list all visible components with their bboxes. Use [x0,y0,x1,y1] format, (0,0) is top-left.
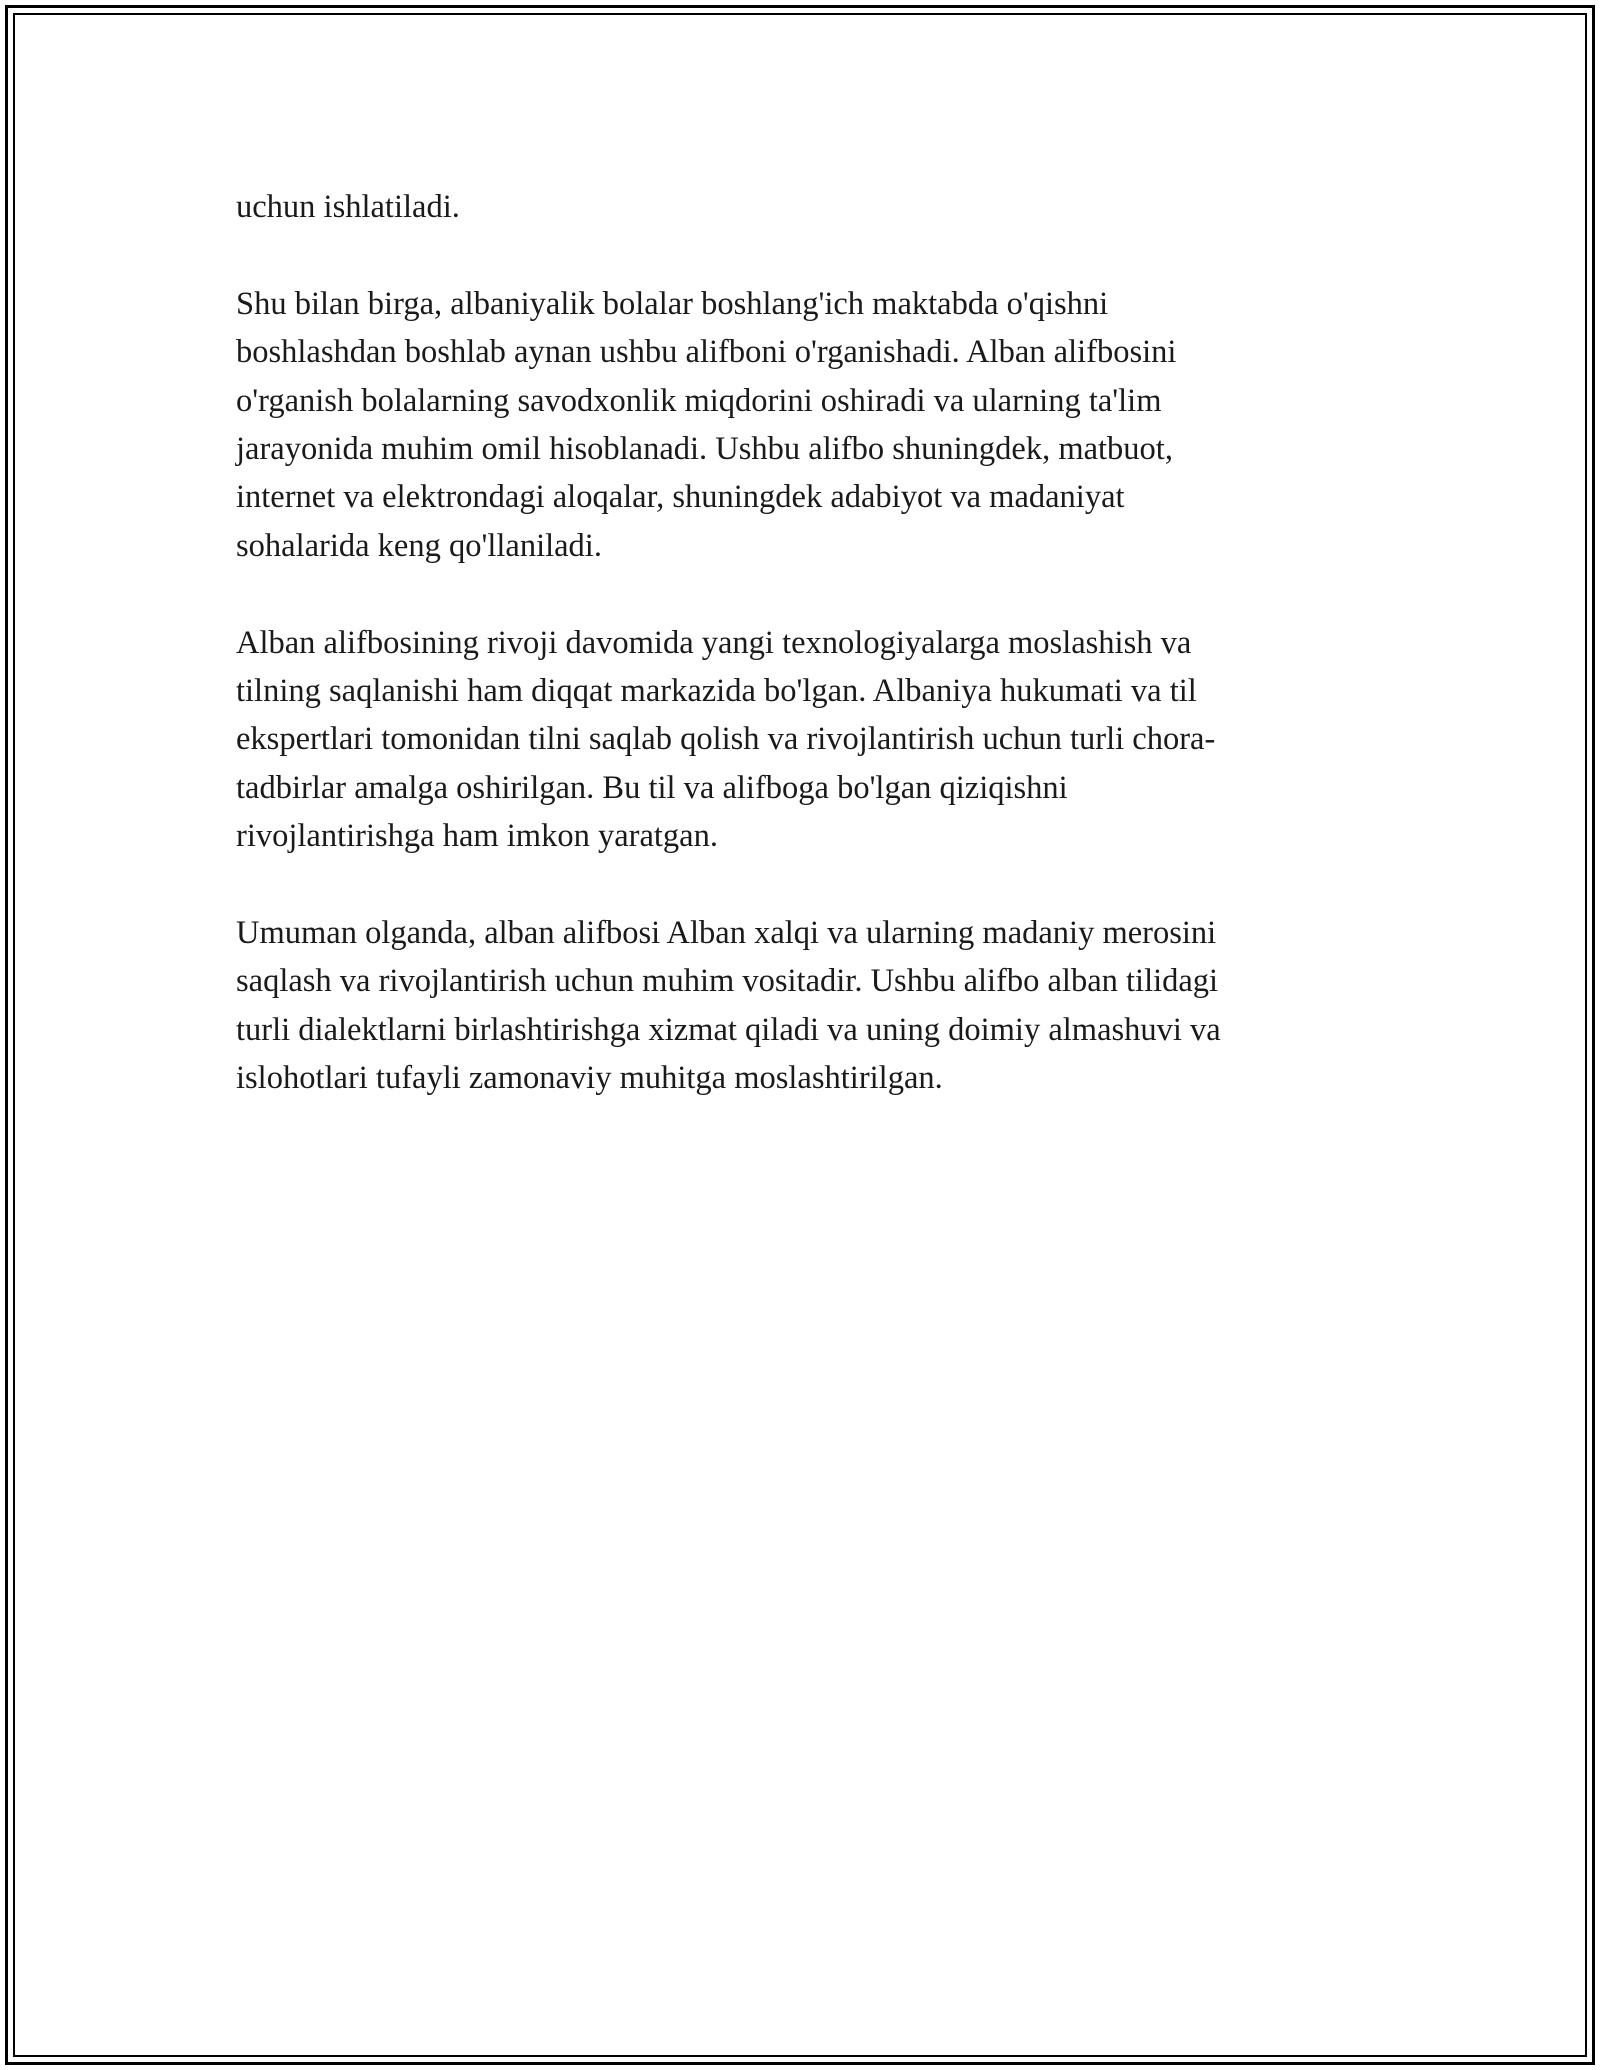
paragraph-4 [236,909,1366,1103]
text-line: jarayonida muhim omil hisoblanadi. Ushbu alifbo shuningdek, matbuot, [236,431,1173,468]
text-line: tadbirlar amalga oshirilgan. Bu til va alifboga bo'lgan qiziqishni [236,769,1068,806]
text-line: uchun ishlatiladi. [236,189,460,225]
text-line: internet va elektrondagi aloqalar, shuningdek adabiyot va madaniyat [236,479,1125,516]
text-line: boshlashdan boshlab aynan ushbu alifboni o'rganishadi. Alban alifbosini [236,334,1177,371]
text-line: ekspertlari tomonidan tilni saqlab qolish va rivojlantirish uchun turli chora- [236,721,1216,758]
paragraph-1 [236,183,1366,231]
text-line: islohotlari tufayli zamonaviy muhitga moslashtirilgan. [236,1060,943,1097]
paragraph-3 [236,619,1366,861]
text-line: Umuman olganda, alban alifbosi Alban xalqi va ularning madaniy merosini [236,915,1217,952]
text-line: Alban alifbosining rivoji davomida yangi texnologiyalarga moslashish va [236,624,1192,661]
text-line: tilning saqlanishi ham diqqat markazida bo'lgan. Albaniya hukumati va til [236,673,1197,710]
text-line: o'rganish bolalarning savodxonlik miqdorini oshiradi va ularning ta'lim [236,382,1162,419]
text-line: rivojlantirishga ham imkon yaratgan. [236,818,718,855]
paragraph-2 [236,280,1366,570]
text-line: turli dialektlarni birlashtirishga xizmat qiladi va uning doimiy almashuvi va [236,1011,1221,1048]
text-line: Shu bilan birga, albaniyalik bolalar boshlang'ich maktabda o'qishni [236,285,1109,322]
text-line: sohalarida keng qo'llaniladi. [236,527,602,564]
text-line: saqlash va rivojlantirish uchun muhim vositadir. Ushbu alifbo alban tilidagi [236,963,1219,1000]
document-body [236,183,1366,1151]
